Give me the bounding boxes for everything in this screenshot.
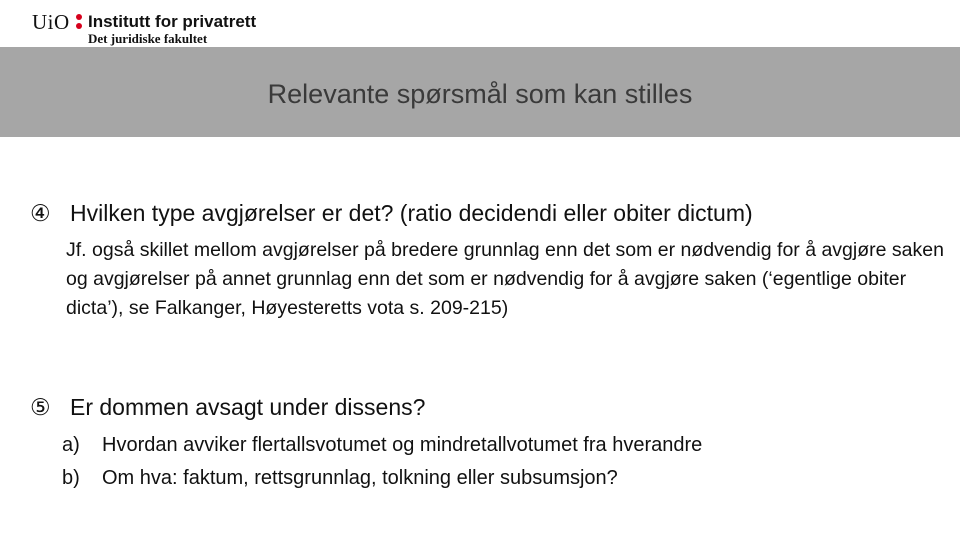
question-4-number: ④ bbox=[30, 200, 51, 226]
faculty-name: Det juridiske fakultet bbox=[88, 31, 208, 46]
header bbox=[0, 0, 960, 46]
slide-title: Relevante spørsmål som kan stilles bbox=[267, 79, 693, 109]
subitem-b-text: Om hva: faktum, rettsgrunnlag, tolkning eller subsumsjon? bbox=[102, 467, 618, 489]
subitem-b-label: b) bbox=[62, 467, 80, 489]
question-5-text: Er dommen avsagt under dissens? bbox=[70, 394, 426, 420]
uio-logo-colon-icon bbox=[76, 14, 82, 30]
question-4-detail: Jf. også skillet mellom avgjørelser på bredere grunnlag enn det som er nødvendig for å avgjøre saken og avgjørelser på annet grunnlag enn det som er nødvendig for å avgjøre saken (‘egentlige obiter dicta’), se Falkanger, Høyesteretts vota s. 209-215) bbox=[66, 239, 944, 319]
subitem-b bbox=[62, 467, 618, 490]
question-5 bbox=[30, 394, 425, 421]
question-4 bbox=[30, 200, 753, 227]
subitem-a-text: Hvordan avviker flertallsvotumet og mindretallvotumet fra hverandre bbox=[102, 434, 703, 456]
uio-logo: UiO bbox=[32, 10, 70, 34]
institute-name: Institutt for privatrett bbox=[88, 12, 257, 31]
question-5-number: ⑤ bbox=[30, 394, 51, 420]
subitem-a-label: a) bbox=[62, 434, 80, 456]
subitem-a bbox=[62, 434, 702, 457]
question-4-text: Hvilken type avgjørelser er det? (ratio decidendi eller obiter dictum) bbox=[70, 200, 753, 226]
